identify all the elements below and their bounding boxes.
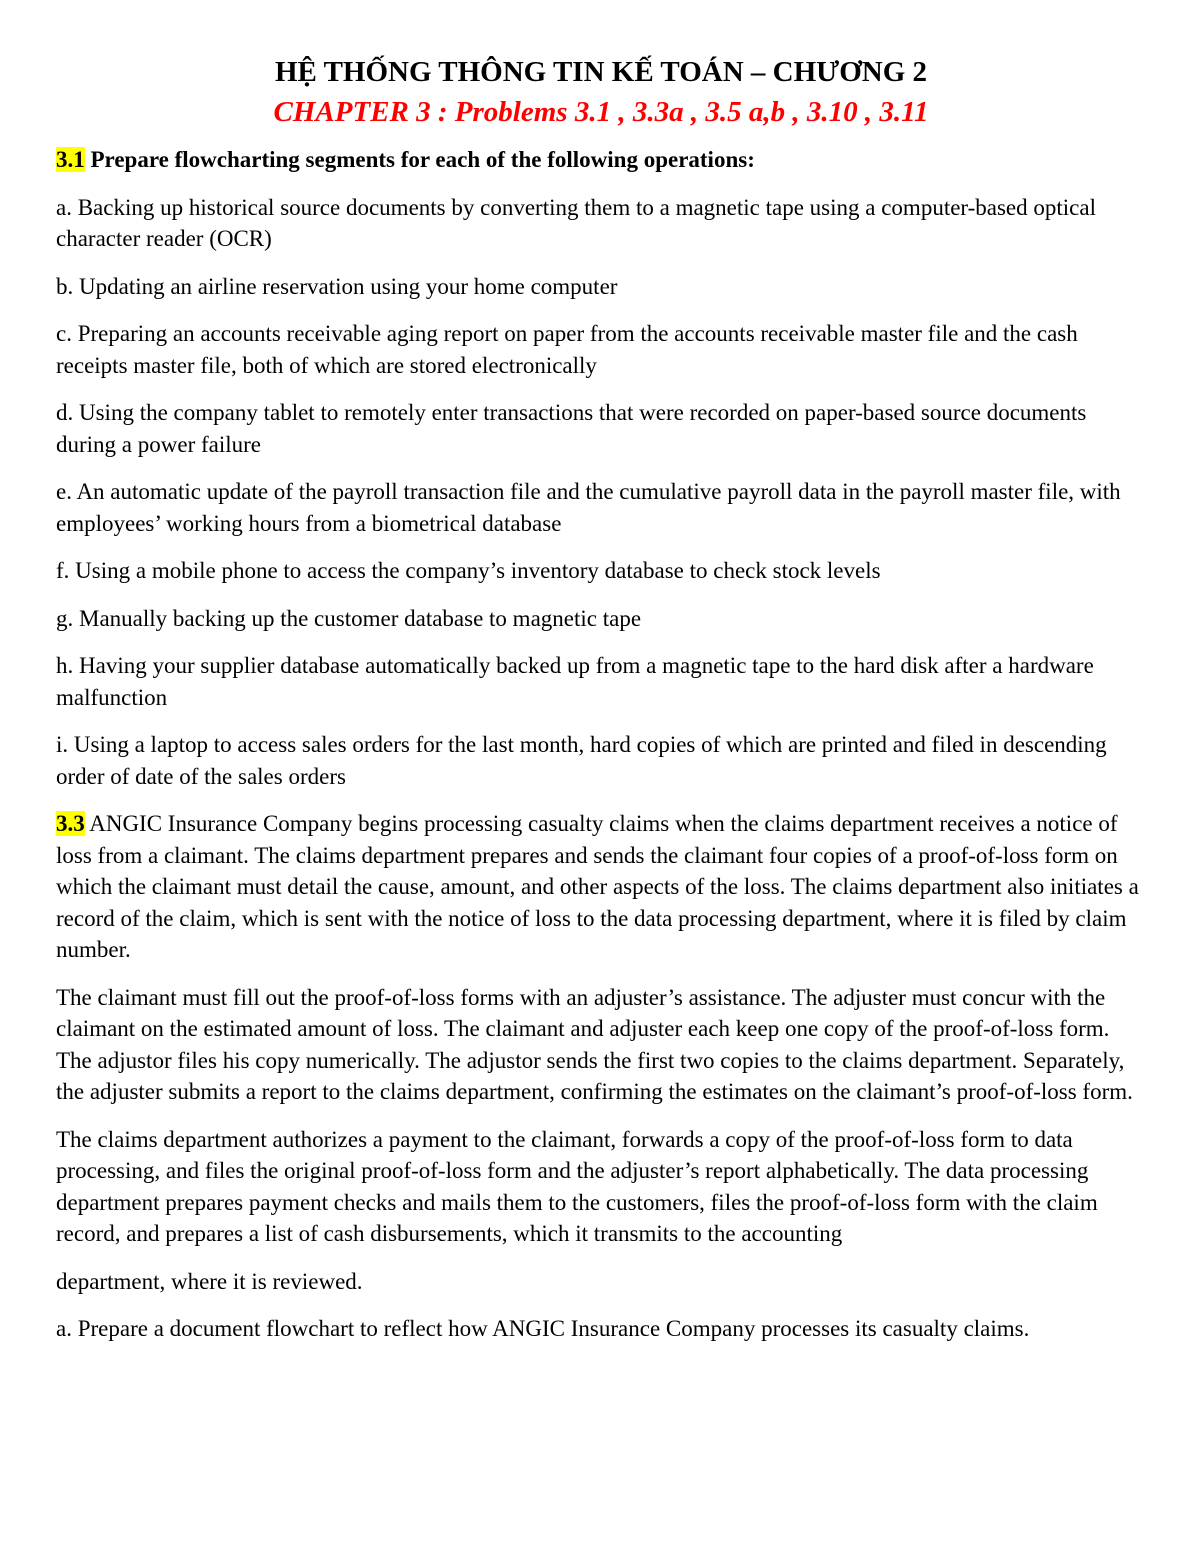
list-item-b: b. Updating an airline reservation using your home computer (56, 273, 618, 299)
problem-3-1-heading (56, 144, 1146, 176)
chapter-subtitle: CHAPTER 3 : Problems 3.1 , 3.3a , 3.5 a,b , 3.10 , 3.11 (273, 96, 929, 128)
problem-3-3-paragraph-3: The claims department authorizes a payment to the claimant, forwards a copy of the proof-of-loss form to data processing, and files the original proof-of-loss form and the adjuster’s report alphabetically. The data processing department prepares payment checks and mails them to the customers, files the proof-of-loss form with the claim record, and prepares a list of cash disbursements, which it transmits to the accounting (56, 1126, 1098, 1246)
paragraph-text: ANGIC Insurance Company begins processing casualty claims when the claims department receives a notice of loss from a claimant. The claims department prepares and sends the claimant four copies of a proof-of-loss form on which the claimant must detail the cause, amount, and other aspects of the loss. The claims department also initiates a record of the claim, which is sent with the notice of loss to the data processing department, where it is filed by claim number. (56, 811, 1139, 962)
list-item-i: i. Using a laptop to access sales orders for the last month, hard copies of which are printed and filed in descending order of date of the sales orders (56, 732, 1107, 789)
list-item-c: c. Preparing an accounts receivable aging report on paper from the accounts receivable master file and the cash receipts master file, both of which are stored electronically (56, 321, 1078, 378)
document-title: HỆ THỐNG THÔNG TIN KẾ TOÁN – CHƯƠNG 2 (274, 56, 928, 88)
problem-3-3-paragraph-1 (56, 808, 1146, 966)
list-item-e: e. An automatic update of the payroll transaction file and the cumulative payroll data in the payroll master file, with employees’ working hours from a biometrical database (56, 479, 1121, 536)
list-item-h: h. Having your supplier database automatically backed up from a magnetic tape to the hard disk after a hardware malfunction (56, 653, 1094, 710)
problem-3-3-paragraph-3-continued: department, where it is reviewed. (56, 1268, 363, 1294)
problem-3-3-question-a: a. Prepare a document flowchart to reflect how ANGIC Insurance Company processes its casualty claims. (56, 1316, 1030, 1341)
problem-heading-text: Prepare flowcharting segments for each of the following operations: (84, 147, 755, 172)
list-item-a: a. Backing up historical source documents by converting them to a magnetic tape using a computer-based optical character reader (OCR) (56, 194, 1096, 251)
problem-number-highlight: 3.3 (56, 811, 85, 836)
problem-3-3-paragraph-2: The claimant must fill out the proof-of-loss forms with an adjuster’s assistance. The adjuster must concur with the claimant on the estimated amount of loss. The claimant and adjuster each keep one copy of the proof-of-loss form. The adjustor files his copy numerically. The adjustor sends the first two copies to the claims department. Separately, the adjuster submits a report to the claims department, confirming the estimates on the claimant’s proof-of-loss form. (56, 984, 1133, 1104)
list-item-f: f. Using a mobile phone to access the company’s inventory database to check stock levels (56, 558, 881, 583)
document-page (56, 52, 1146, 1361)
list-item-g: g. Manually backing up the customer database to magnetic tape (56, 605, 642, 631)
list-item-d: d. Using the company tablet to remotely enter transactions that were recorded on paper-based source documents during a power failure (56, 400, 1087, 457)
problem-number-highlight: 3.1 (56, 147, 85, 172)
